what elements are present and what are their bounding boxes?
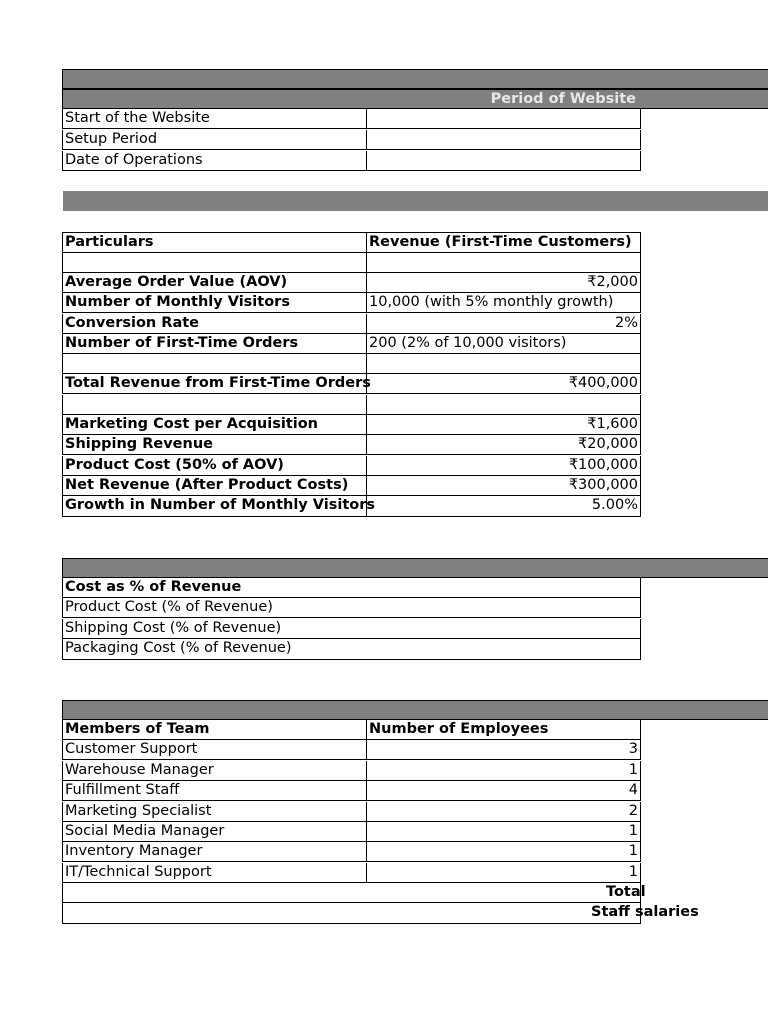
table-row [62, 842, 641, 862]
row-value[interactable]: 2% [367, 314, 641, 333]
revenue-header-row [62, 232, 641, 253]
member-count[interactable]: 2 [367, 802, 641, 821]
row-label: Number of Monthly Visitors [62, 293, 367, 312]
table-row [62, 639, 641, 660]
table-row [62, 456, 641, 476]
table-row [62, 619, 641, 639]
table-row [62, 781, 641, 801]
member-count[interactable]: 1 [367, 822, 641, 841]
table-row [62, 354, 641, 374]
member-role: Customer Support [62, 740, 367, 759]
table-row [62, 273, 641, 293]
row-label: Conversion Rate [62, 314, 367, 333]
row-label: Average Order Value (AOV) [62, 273, 367, 292]
table-row [62, 314, 641, 334]
table-row [62, 109, 641, 129]
table-row [62, 130, 641, 150]
period-label: Date of Operations [62, 151, 367, 170]
table-row [62, 578, 641, 598]
row-value[interactable]: 10,000 (with 5% monthly growth) [367, 293, 641, 312]
period-label: Start of the Website [62, 109, 367, 128]
table-row [62, 151, 641, 171]
cost-label: Packaging Cost (% of Revenue) [62, 639, 641, 659]
member-role: Fulfillment Staff [62, 781, 367, 800]
table-row [62, 334, 641, 354]
col-header-revenue: Revenue (First-Time Customers) [367, 233, 641, 252]
period-value[interactable] [367, 130, 641, 149]
costs-title: Cost as % of Revenue [62, 578, 641, 597]
total-label: Total [606, 884, 646, 900]
table-row [62, 253, 641, 273]
member-count[interactable]: 1 [367, 863, 641, 882]
row-label: Product Cost (50% of AOV) [62, 456, 367, 475]
member-count[interactable]: 4 [367, 781, 641, 800]
table-row [62, 374, 641, 394]
member-role: IT/Technical Support [62, 863, 367, 882]
row-label: Net Revenue (After Product Costs) [62, 476, 367, 495]
period-header [62, 89, 768, 109]
cost-label: Product Cost (% of Revenue) [62, 598, 641, 617]
row-label: Total Revenue from First-Time Orders [62, 374, 367, 393]
member-role: Social Media Manager [62, 822, 367, 841]
table-row [62, 598, 641, 618]
row-label: Number of First-Time Orders [62, 334, 367, 353]
row-label: Marketing Cost per Acquisition [62, 415, 367, 434]
row-label: Growth in Number of Monthly Visitors [62, 496, 367, 516]
costs-header-band [62, 558, 768, 578]
section-header-band [62, 69, 768, 89]
col-header-employees: Number of Employees [367, 720, 641, 739]
member-role: Warehouse Manager [62, 761, 367, 780]
table-row [62, 740, 641, 760]
row-value[interactable]: ₹100,000 [367, 456, 641, 475]
staff-salaries-label: Staff salaries [591, 904, 699, 920]
table-row [62, 435, 641, 455]
period-header-title: Period of Website [490, 91, 636, 107]
member-count[interactable]: 1 [367, 842, 641, 861]
member-count[interactable]: 3 [367, 740, 641, 759]
period-label: Setup Period [62, 130, 367, 149]
col-header-particulars: Particulars [62, 233, 367, 252]
table-row [62, 395, 641, 415]
table-row [62, 293, 641, 313]
row-value[interactable]: 200 (2% of 10,000 visitors) [367, 334, 641, 353]
cost-label: Shipping Cost (% of Revenue) [62, 619, 641, 638]
table-row [62, 863, 641, 883]
team-header-row [62, 720, 641, 740]
row-value[interactable]: ₹300,000 [367, 476, 641, 495]
row-value[interactable]: ₹20,000 [367, 435, 641, 454]
team-header-band [62, 700, 768, 720]
table-row [62, 415, 641, 435]
table-row [62, 903, 699, 924]
table-row [62, 476, 641, 496]
period-value[interactable] [367, 151, 641, 170]
table-row [62, 802, 641, 822]
col-header-members: Members of Team [62, 720, 367, 739]
member-count[interactable]: 1 [367, 761, 641, 780]
row-value[interactable]: 5.00% [367, 496, 641, 516]
row-value[interactable]: ₹400,000 [367, 374, 641, 393]
member-role: Inventory Manager [62, 842, 367, 861]
row-value[interactable]: ₹1,600 [367, 415, 641, 434]
member-role: Marketing Specialist [62, 802, 367, 821]
row-label: Shipping Revenue [62, 435, 367, 454]
period-value[interactable] [367, 109, 641, 128]
row-value[interactable]: ₹2,000 [367, 273, 641, 292]
section-band [63, 191, 768, 211]
table-row [62, 496, 641, 517]
table-row [62, 822, 641, 842]
table-row [62, 761, 641, 781]
table-row [62, 883, 646, 903]
